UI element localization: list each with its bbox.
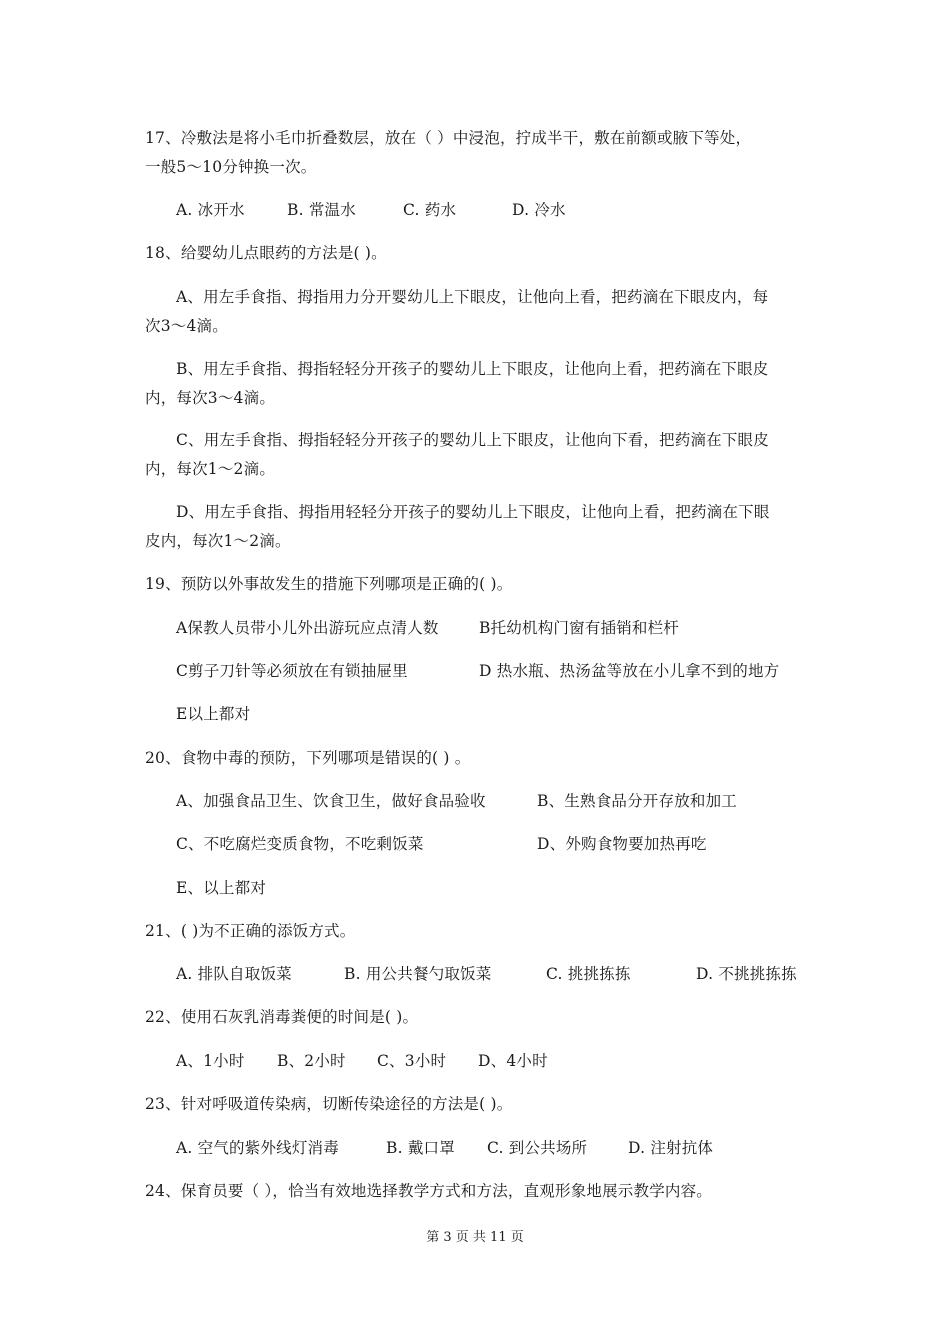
q17-stem-line2: 一般5～10分钟换一次。 — [145, 158, 317, 176]
q21-option-a: A. 排队自取饭菜 — [176, 965, 292, 983]
q18-option-c-line1: C、用左手食指、拇指轻轻分开孩子的婴幼儿上下眼皮，让他向下看，把药滴在下眼皮 — [176, 431, 769, 449]
q22-option-b: B、2小时 — [277, 1052, 346, 1070]
q22-option-d: D、4小时 — [478, 1052, 548, 1070]
q23-stem: 23、针对呼吸道传染病，切断传染途径的方法是( )。 — [145, 1095, 513, 1113]
q17-stem-line1: 17、冷敷法是将小毛巾折叠数层，放在（ ）中浸泡，拧成半干，敷在前额或腋下等处， — [145, 129, 752, 147]
q18-stem: 18、给婴幼儿点眼药的方法是( )。 — [145, 244, 387, 262]
q20-option-a: A、加强食品卫生、饮食卫生，做好食品验收 — [176, 792, 486, 810]
q22-stem: 22、使用石灰乳消毒粪便的时间是( )。 — [145, 1008, 419, 1026]
q24-stem: 24、保育员要（ ），恰当有效地选择教学方式和方法，直观形象地展示教学内容。 — [145, 1182, 713, 1200]
q18-option-d-line1: D、用左手食指、拇指用轻轻分开孩子的婴幼儿上下眼皮，让他向上看，把药滴在下眼 — [176, 503, 770, 521]
q19-option-d: D 热水瓶、热汤盆等放在小儿拿不到的地方 — [479, 662, 780, 680]
q21-stem: 21、( )为不正确的添饭方式。 — [145, 922, 356, 940]
q22-option-a: A、1小时 — [176, 1052, 245, 1070]
q21-option-b: B. 用公共餐勺取饭菜 — [344, 965, 492, 983]
q17-option-d: D. 冷水 — [512, 201, 566, 219]
q19-option-e: E以上都对 — [176, 705, 251, 723]
q19-option-a: A保教人员带小儿外出游玩应点清人数 — [176, 619, 439, 637]
q21-option-c: C. 挑挑拣拣 — [546, 965, 631, 983]
q23-option-b: B. 戴口罩 — [386, 1139, 455, 1157]
q20-option-e: E、以上都对 — [176, 879, 267, 897]
q19-option-b: B托幼机构门窗有插销和栏杆 — [479, 619, 679, 637]
q17-option-a: A. 冰开水 — [176, 201, 245, 219]
q18-option-a-line1: A、用左手食指、拇指用力分开婴幼儿上下眼皮，让他向上看，把药滴在下眼皮内，每 — [176, 288, 769, 306]
q21-option-d: D. 不挑挑拣拣 — [696, 965, 797, 983]
q18-option-b-line1: B、用左手食指、拇指轻轻分开孩子的婴幼儿上下眼皮，让他向上看，把药滴在下眼皮 — [176, 360, 769, 378]
q17-option-b: B. 常温水 — [287, 201, 356, 219]
q19-option-c: C剪子刀针等必须放在有锁抽屉里 — [176, 662, 408, 680]
q18-option-d-line2: 皮内，每次1～2滴。 — [145, 532, 291, 550]
q20-option-c: C、不吃腐烂变质食物，不吃剩饭菜 — [176, 835, 424, 853]
q23-option-d: D. 注射抗体 — [628, 1139, 714, 1157]
page-number-footer: 第 3 页 共 11 页 — [426, 1230, 524, 1245]
q20-option-d: D、外购食物要加热再吃 — [537, 835, 707, 853]
q20-stem: 20、食物中毒的预防，下列哪项是错误的( ) 。 — [145, 749, 471, 767]
q22-option-c: C、3小时 — [377, 1052, 447, 1070]
q18-option-a-line2: 次3～4滴。 — [145, 317, 228, 335]
q20-option-b: B、生熟食品分开存放和加工 — [537, 792, 737, 810]
q23-option-c: C. 到公共场所 — [487, 1139, 588, 1157]
q17-option-c: C. 药水 — [403, 201, 457, 219]
q19-stem: 19、预防以外事故发生的措施下列哪项是正确的( )。 — [145, 575, 513, 593]
q23-option-a: A. 空气的紫外线灯消毒 — [176, 1139, 339, 1157]
q18-option-b-line2: 内，每次3～4滴。 — [145, 389, 276, 407]
q18-option-c-line2: 内，每次1～2滴。 — [145, 460, 276, 478]
